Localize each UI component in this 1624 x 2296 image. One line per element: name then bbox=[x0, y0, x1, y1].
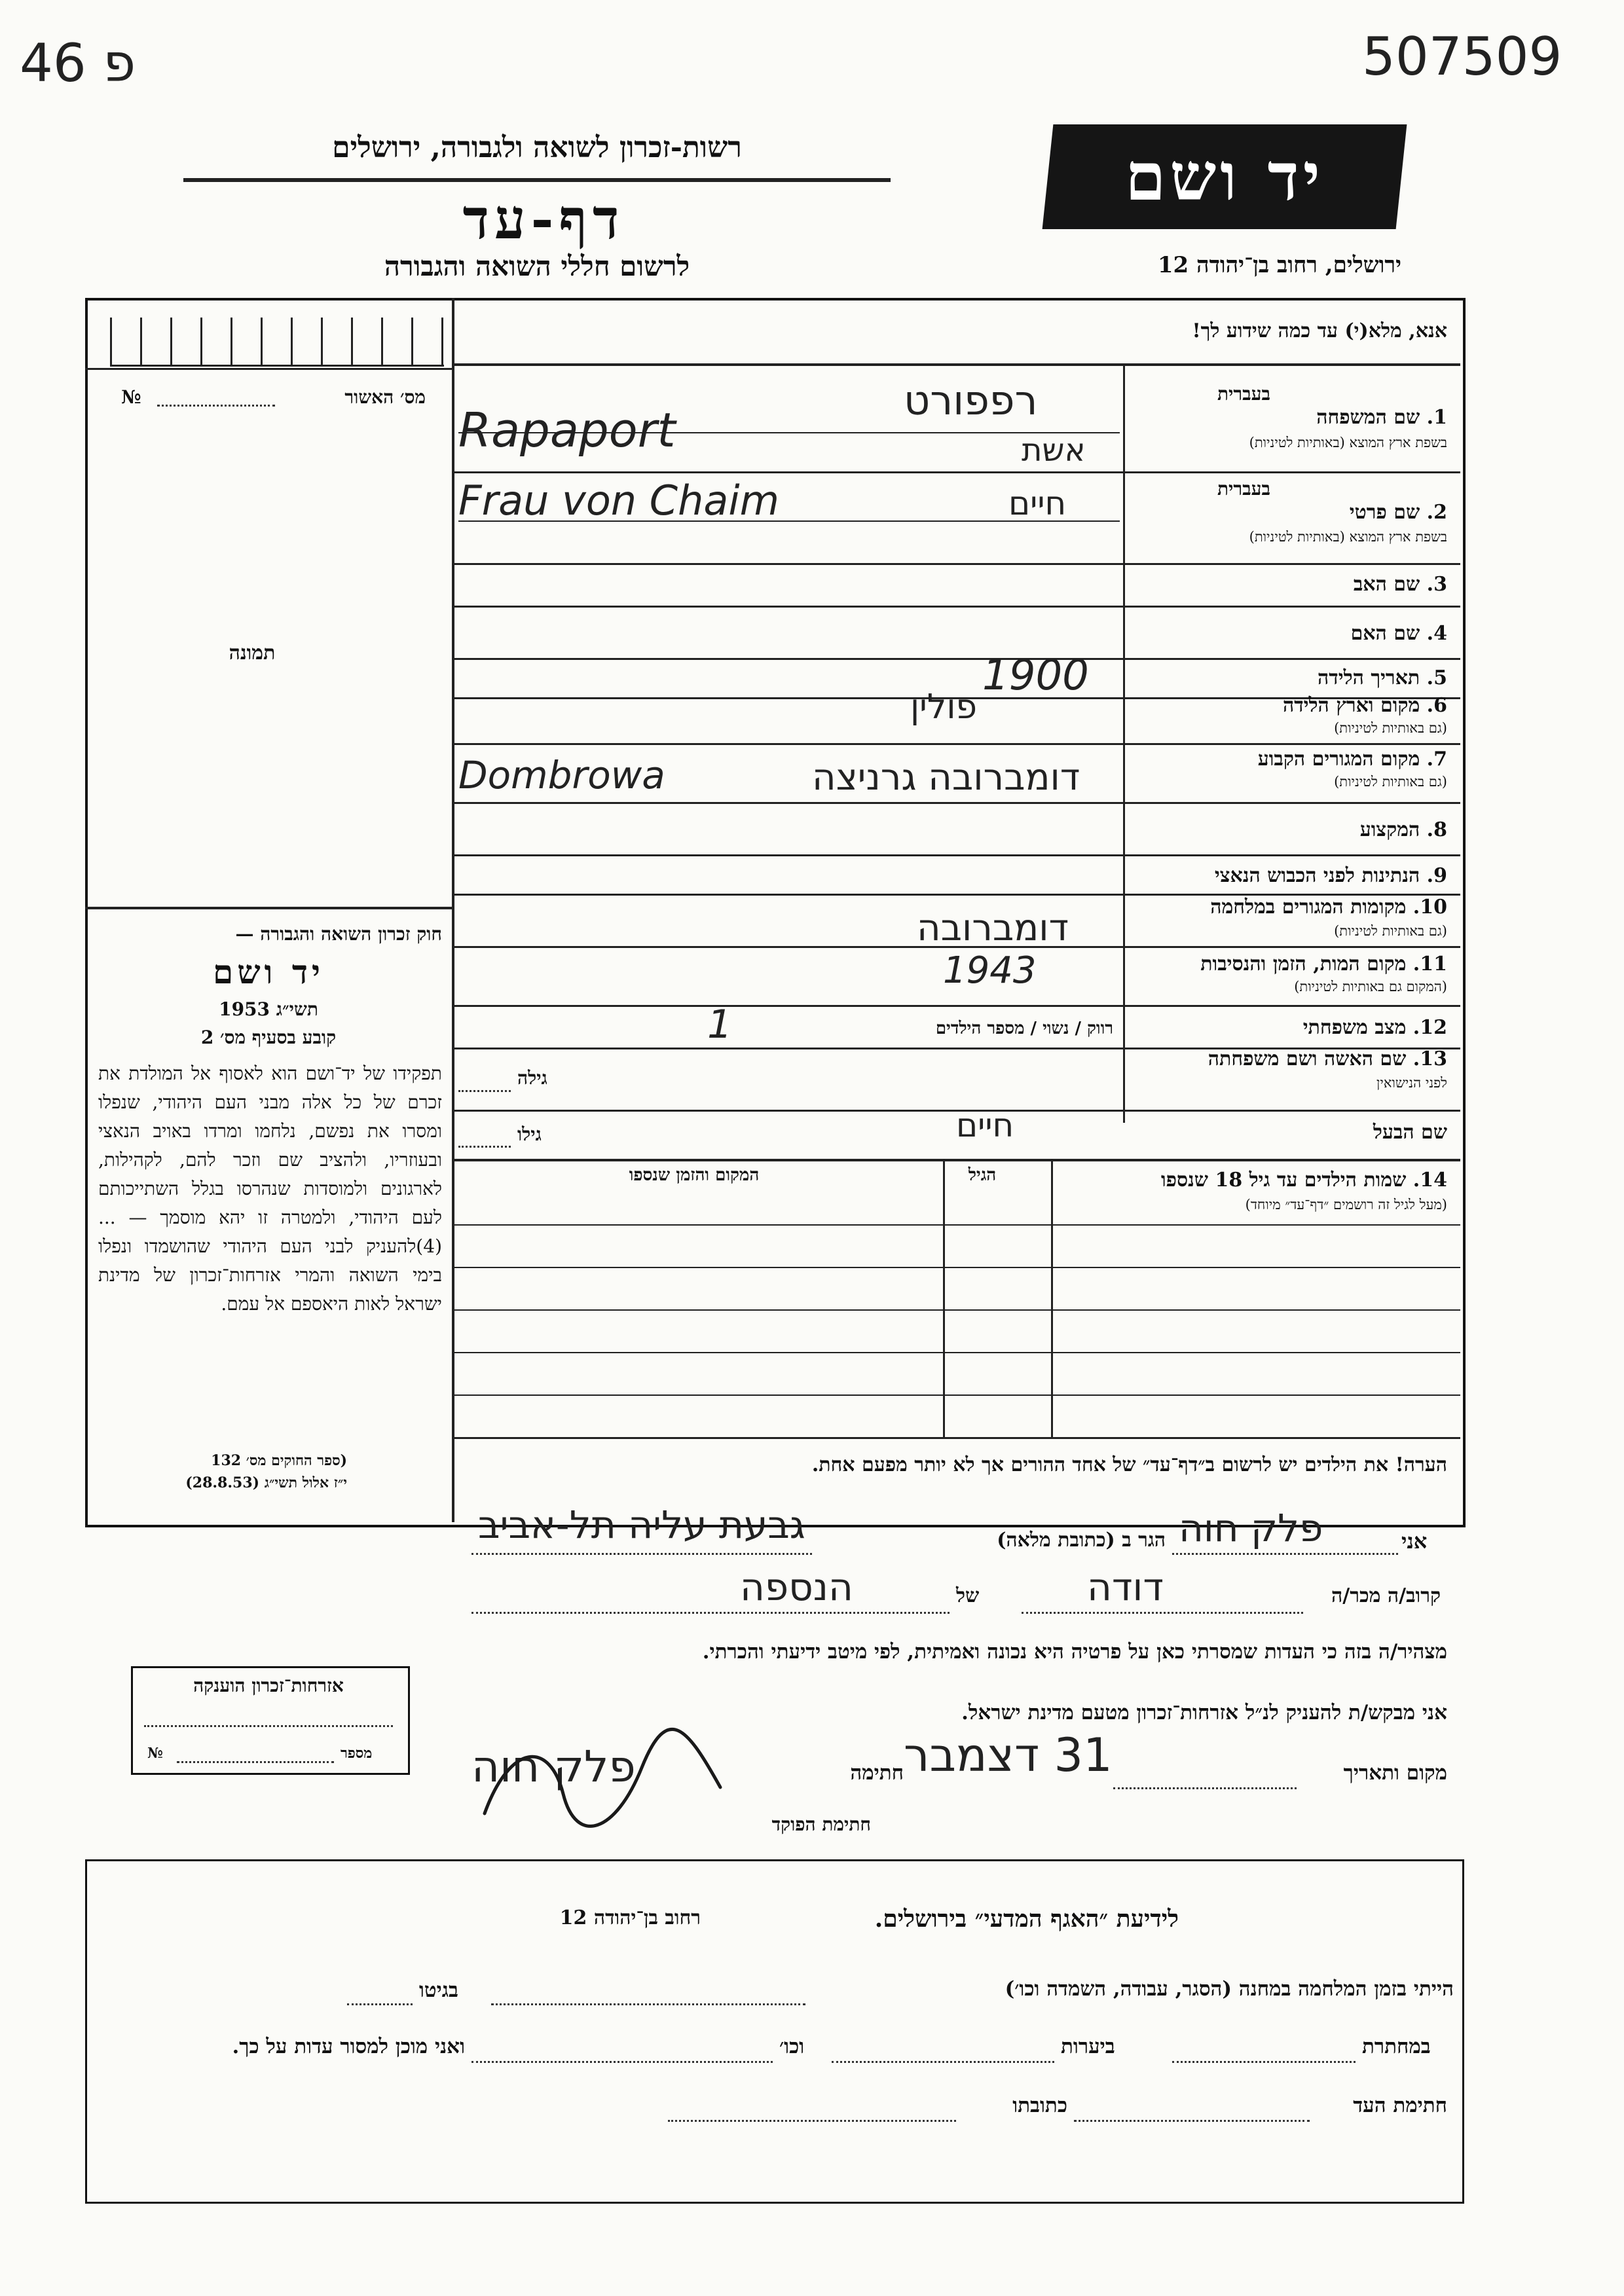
declarant-address-value: גבעת עליה תל-אביב bbox=[478, 1503, 805, 1547]
approval-tick-boxes bbox=[110, 318, 444, 367]
field-13-age: גילה bbox=[517, 1067, 547, 1089]
photo-label: תמונה bbox=[229, 642, 276, 665]
signature-label: חתימה bbox=[850, 1761, 904, 1785]
request-text: אני מבקש/ת להעניק לנ״ל אזרחות־זכרון מטעם מדינת ישראל. bbox=[961, 1701, 1447, 1724]
field-10-label: 10. מקומות המגורים במלחמה bbox=[1210, 896, 1447, 919]
field-13-label: 13. שם האשה ושם משפחתה bbox=[1208, 1048, 1447, 1070]
declarant-relation-value: דודה bbox=[1087, 1565, 1164, 1609]
intro-text: אנא, מלא(י) עד כמה שידוע לך! bbox=[1192, 319, 1447, 342]
field-6-value: פולין bbox=[910, 687, 977, 727]
declaration-text: מצהיר/ה בזה כי העדות שמסרתי כאן על פרטיה היא נכונה ואמיתית, לפי מיטב ידיעתי והכרתי. bbox=[702, 1640, 1447, 1664]
form-subtitle: לרשום חללי השואה והגבורה bbox=[384, 250, 690, 282]
clerk-signature-label: חתימת הפוקד bbox=[771, 1813, 871, 1835]
law-year: תשי״ג 1953 bbox=[219, 998, 318, 1020]
field-1-sub: בשפת ארץ המוצא (באותיות לטיניות) bbox=[1249, 435, 1447, 450]
declarant-relation-label: קרוב/ה מכר/ה bbox=[1331, 1584, 1441, 1607]
form-title: דף-עד bbox=[462, 187, 625, 251]
witness-signature-label: חתימת העד bbox=[1353, 2094, 1447, 2117]
field-11-sub: (המקום גם באותיות לטיניות) bbox=[1294, 979, 1447, 994]
field-2-latin-value: Frau von Chaim bbox=[458, 477, 779, 524]
field-2-label: 2. שם פרטי bbox=[1349, 501, 1447, 524]
bottom-forests: ביערות bbox=[1061, 2035, 1115, 2058]
field-13-sub: לפני הנישואין bbox=[1376, 1075, 1447, 1091]
place-date-value: 31 דצמבר bbox=[904, 1728, 1113, 1782]
signature-scribble bbox=[471, 1715, 733, 1846]
logo-text: יד ושם bbox=[1125, 138, 1324, 215]
field-12-value: 1 bbox=[707, 1002, 733, 1048]
approval-label: מס׳ האשור bbox=[344, 386, 426, 408]
field-12-options: רווק / נשוי / מספר הילדים bbox=[935, 1019, 1113, 1038]
field-6-label: 6. מקום וארץ הלידה bbox=[1282, 694, 1447, 717]
bottom-underground: במחתרת bbox=[1362, 2035, 1431, 2058]
citizenship-title: אזרחות־זכרון הוענקה bbox=[193, 1675, 344, 1696]
field-1-hebrew-value: רפפורט bbox=[904, 376, 1038, 424]
declarant-address-label: הגר ב (כתובת מלאה) bbox=[997, 1529, 1166, 1552]
field-1-latin-value: Rapaport bbox=[458, 403, 676, 458]
children-col-age: הגיל bbox=[968, 1165, 997, 1185]
field-10-value: דומברובה bbox=[917, 907, 1069, 949]
field-1-label: 1. שם המשפחה bbox=[1316, 406, 1447, 429]
signature-value: פלק חוה bbox=[471, 1741, 636, 1792]
husband-label: שם הבעל bbox=[1373, 1121, 1447, 1144]
field-4-label: 4. שם האם bbox=[1350, 622, 1447, 645]
field-14-label: 14. שמות הילדים עד גיל 18 שנספו bbox=[1160, 1169, 1447, 1192]
field-10-sub: (גם באותיות לטיניות) bbox=[1334, 923, 1447, 939]
law-source: (ספר החוקים מס׳ 132 bbox=[211, 1452, 347, 1469]
field-7-sub: (גם באותיות לטיניות) bbox=[1334, 774, 1447, 790]
bottom-willing: ואני מוכן למסור עדות על כך. bbox=[232, 2035, 465, 2058]
citizenship-no-sign: № bbox=[147, 1745, 163, 1762]
field-9-label: 9. הנתינות לפני הכבוש הנאצי bbox=[1214, 864, 1447, 887]
field-2-hebrew-value: חיים bbox=[1008, 484, 1067, 522]
field-11-label: 11. מקום המות, הזמן והנסיבות bbox=[1200, 953, 1447, 975]
declarant-of-value: הנספה bbox=[740, 1565, 853, 1609]
field-11-value: 1943 bbox=[943, 949, 1037, 992]
field-5-label: 5. תאריך הלידה bbox=[1318, 666, 1447, 689]
place-date-label: מקום ותאריך bbox=[1343, 1761, 1447, 1785]
bottom-title: לידיעת ״האגף המדעי״ בירושלים. bbox=[874, 1905, 1179, 1933]
witness-address-label: כתובתו bbox=[1012, 2094, 1067, 2117]
approval-no-sign: № bbox=[121, 386, 141, 408]
field-7-value: דומברובה גרניצה bbox=[812, 756, 1080, 799]
yad-vashem-logo bbox=[1043, 124, 1407, 229]
citizenship-no-label: מספר bbox=[341, 1745, 373, 1762]
law-date: י״ז אלול תשי״ג (28.8.53) bbox=[185, 1474, 347, 1491]
bottom-etc: וכו׳ bbox=[779, 2035, 805, 2058]
husband-age: גילו bbox=[517, 1123, 542, 1145]
children-note: הערה! את הילדים יש לרשום ב״דף־עד״ של אחד ההורים אך לא יותר מפעם אחת. bbox=[811, 1453, 1447, 1476]
field-6-sub: (גם באותיות לטיניות) bbox=[1334, 720, 1447, 736]
field-1-hebrew-word: בעברית bbox=[1217, 383, 1270, 405]
bottom-line1: הייתי בזמן המלחמה במחנה (הסגר, עבודה, השמדה וכו׳) bbox=[1005, 1977, 1454, 2001]
header-address: ירושלים, רחוב בן־יהודה 12 bbox=[1157, 252, 1401, 278]
children-col-place: המקום והזמן שנספו bbox=[629, 1165, 760, 1185]
field-2-sub: בשפת ארץ המוצא (באותיות לטיניות) bbox=[1249, 529, 1447, 545]
declarant-of-label: של bbox=[956, 1584, 980, 1607]
declarant-name-value: פלק חוה bbox=[1179, 1506, 1323, 1550]
law-logo: יד ושם bbox=[213, 953, 324, 991]
field-1-note: אשת bbox=[1022, 432, 1086, 469]
corner-handwriting-right: 507509 bbox=[1362, 26, 1562, 87]
bottom-address: רחוב בן־יהודה 12 bbox=[559, 1906, 701, 1929]
field-5-value: 1900 bbox=[982, 651, 1089, 700]
law-title: חוק זכרון השואה והגבורה — bbox=[235, 923, 442, 945]
law-clause: קובע בסעיף מס׳ 2 bbox=[200, 1027, 337, 1048]
field-7-label: 7. מקום המגורים הקבוע bbox=[1257, 748, 1447, 771]
field-3-label: 3. שם האב bbox=[1353, 573, 1447, 596]
corner-handwriting-left: פ 46 bbox=[20, 33, 136, 94]
law-body: תפקידו של יד־ושם הוא לאסוף אל המולדת את זכרם של כל אלה מבני העם היהודי, שנפלו ומסרו את נפשם, נלחמו ומרדו באויב הנאצי ובעוזריו, ולהציב שם וזכר להם, לקהילות, לארגונים ולמוסדות שנהרסו בגלל השתייכותם לעם היהודי, ולמטרה זו יהא מוסמך — ...(4)להעניק לבני העם היהודי שהושמדו ונפלו בימי השואה והמרי אזרחות־זכרון של מדינת ישראל לאות היאספם אל עמם. bbox=[98, 1063, 442, 1315]
field-14-sub: (מעל לגיל זה רושמים ״דף־עד״ מיוחד) bbox=[1245, 1197, 1447, 1212]
field-7-latin-value: Dombrowa bbox=[458, 753, 665, 797]
field-12-label: 12. מצב משפחתי bbox=[1302, 1016, 1447, 1039]
field-8-label: 8. המקצוע bbox=[1359, 818, 1447, 841]
authority-title: רשות-זכרון לשואה ולגבורה, ירושלים bbox=[332, 131, 742, 164]
field-2-hebrew-word: בעברית bbox=[1217, 478, 1270, 500]
bottom-ghetto: בגיטו bbox=[419, 1978, 458, 2002]
husband-value: חיים bbox=[956, 1106, 1014, 1144]
declarant-i-label: אני bbox=[1401, 1529, 1428, 1554]
